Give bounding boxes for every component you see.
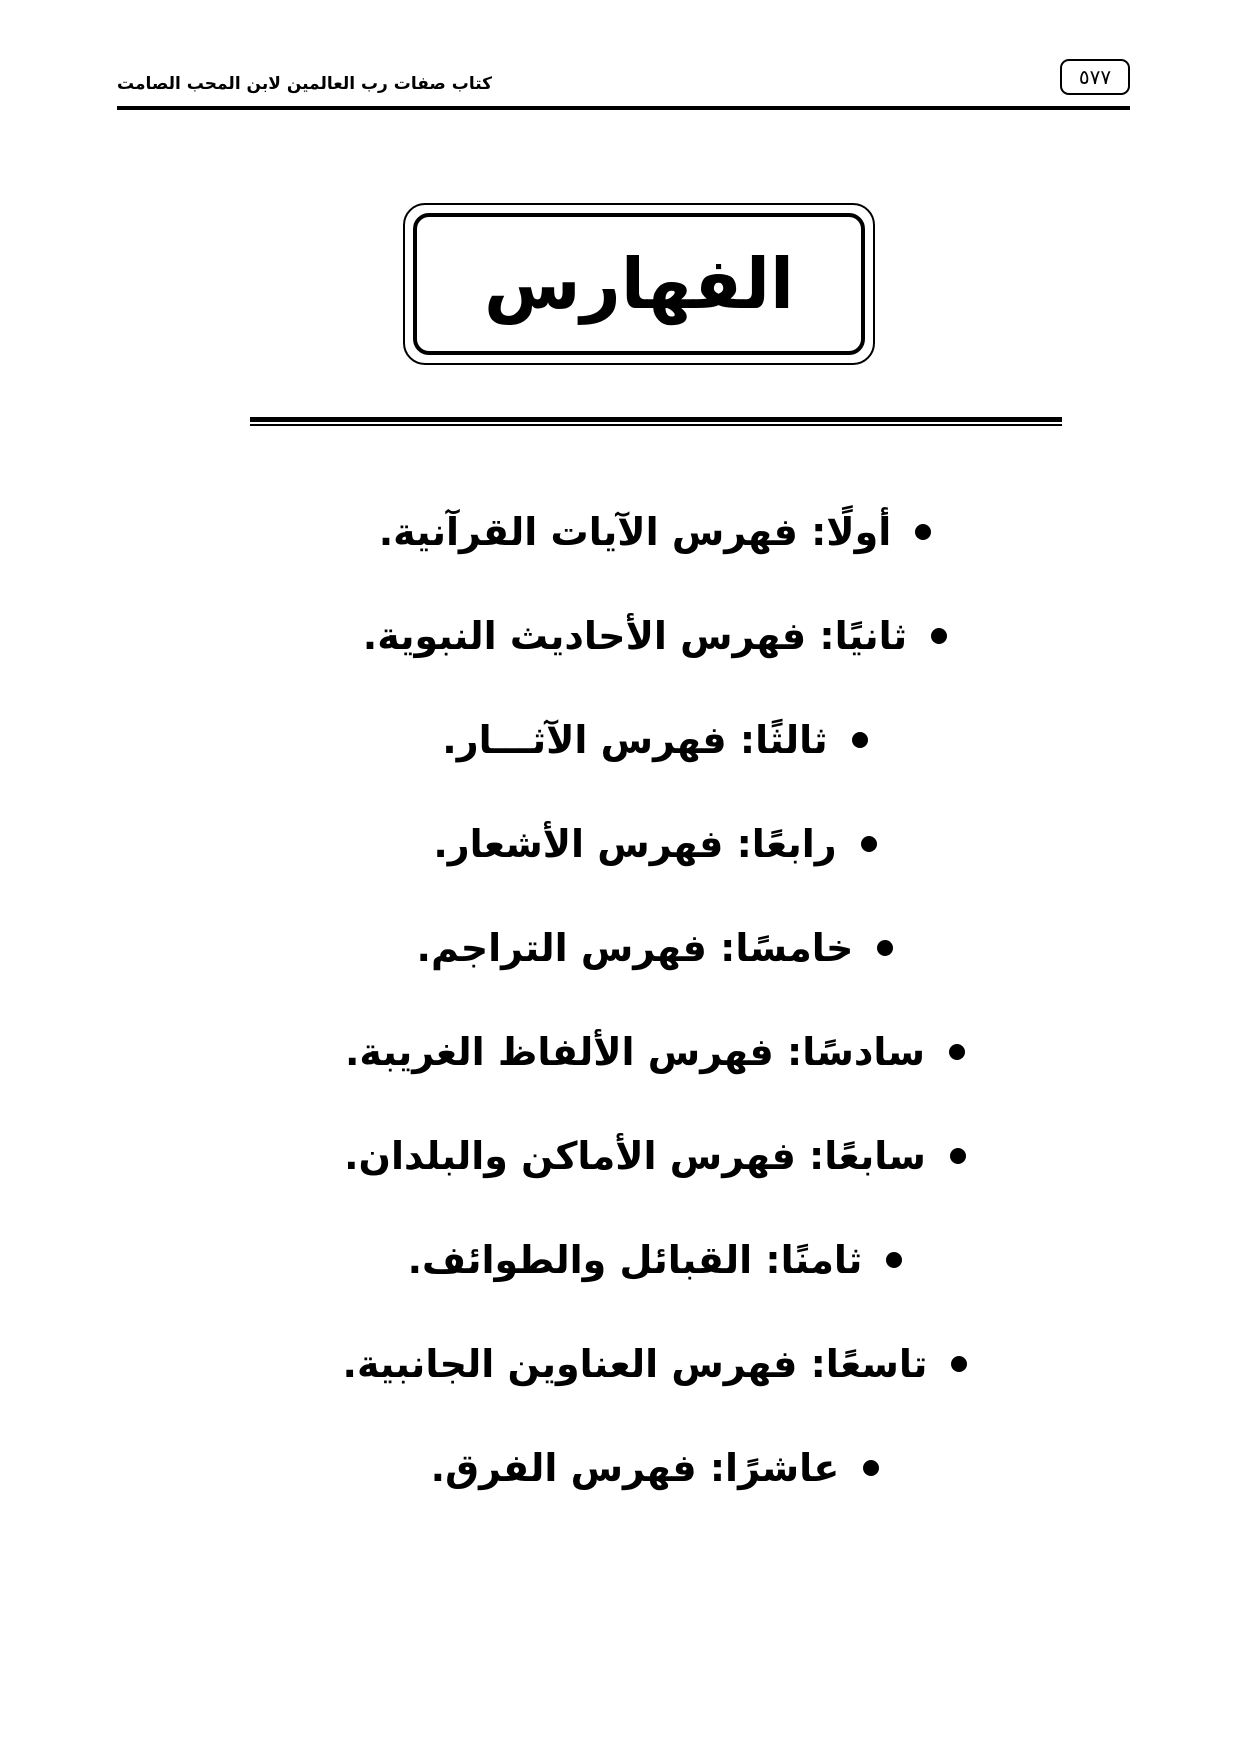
list-item xyxy=(200,1000,1110,1104)
divider-thin-line xyxy=(250,424,1062,426)
list-item-text: سابعًا: فهرس الأماكن والبلدان. xyxy=(344,1134,926,1178)
list-item-text: ثانيًا: فهرس الأحاديث النبوية. xyxy=(362,614,908,658)
bullet-icon xyxy=(951,1356,967,1372)
title-divider xyxy=(250,417,1062,426)
index-list xyxy=(200,480,1110,1520)
bullet-icon xyxy=(950,1148,966,1164)
page-title: الفهارس xyxy=(483,243,795,325)
list-item xyxy=(200,896,1110,1000)
running-title: كتاب صفات رب العالمين لابن المحب الصامت xyxy=(117,74,493,94)
list-item xyxy=(200,792,1110,896)
list-item xyxy=(200,1104,1110,1208)
list-item xyxy=(200,1312,1110,1416)
bullet-icon xyxy=(863,1460,879,1476)
list-item-text: ثالثًا: فهرس الآثـــار. xyxy=(442,718,828,762)
list-item-text: تاسعًا: فهرس العناوين الجانبية. xyxy=(342,1342,928,1386)
list-item-text: عاشرًا: فهرس الفرق. xyxy=(430,1446,840,1490)
divider-thick-line xyxy=(250,417,1062,422)
title-inner-border xyxy=(413,213,865,355)
bullet-icon xyxy=(931,628,947,644)
list-item xyxy=(200,1416,1110,1520)
bullet-icon xyxy=(949,1044,965,1060)
bullet-icon xyxy=(886,1252,902,1268)
list-item xyxy=(200,1208,1110,1312)
list-item xyxy=(200,584,1110,688)
list-item-text: رابعًا: فهرس الأشعار. xyxy=(433,822,837,866)
page-number: ٥٧٧ xyxy=(1060,59,1130,95)
bullet-icon xyxy=(852,732,868,748)
page-header xyxy=(117,52,1130,114)
list-item-text: أولًا: فهرس الآيات القرآنية. xyxy=(378,510,892,554)
list-item-text: ثامنًا: القبائل والطوائف. xyxy=(407,1238,863,1282)
header-rule xyxy=(117,106,1130,110)
list-item xyxy=(200,480,1110,584)
list-item-text: خامسًا: فهرس التراجم. xyxy=(416,926,854,970)
bullet-icon xyxy=(861,836,877,852)
bullet-icon xyxy=(915,524,931,540)
title-frame xyxy=(403,203,875,365)
bullet-icon xyxy=(877,940,893,956)
list-item xyxy=(200,688,1110,792)
list-item-text: سادسًا: فهرس الألفاظ الغريبة. xyxy=(344,1030,926,1074)
